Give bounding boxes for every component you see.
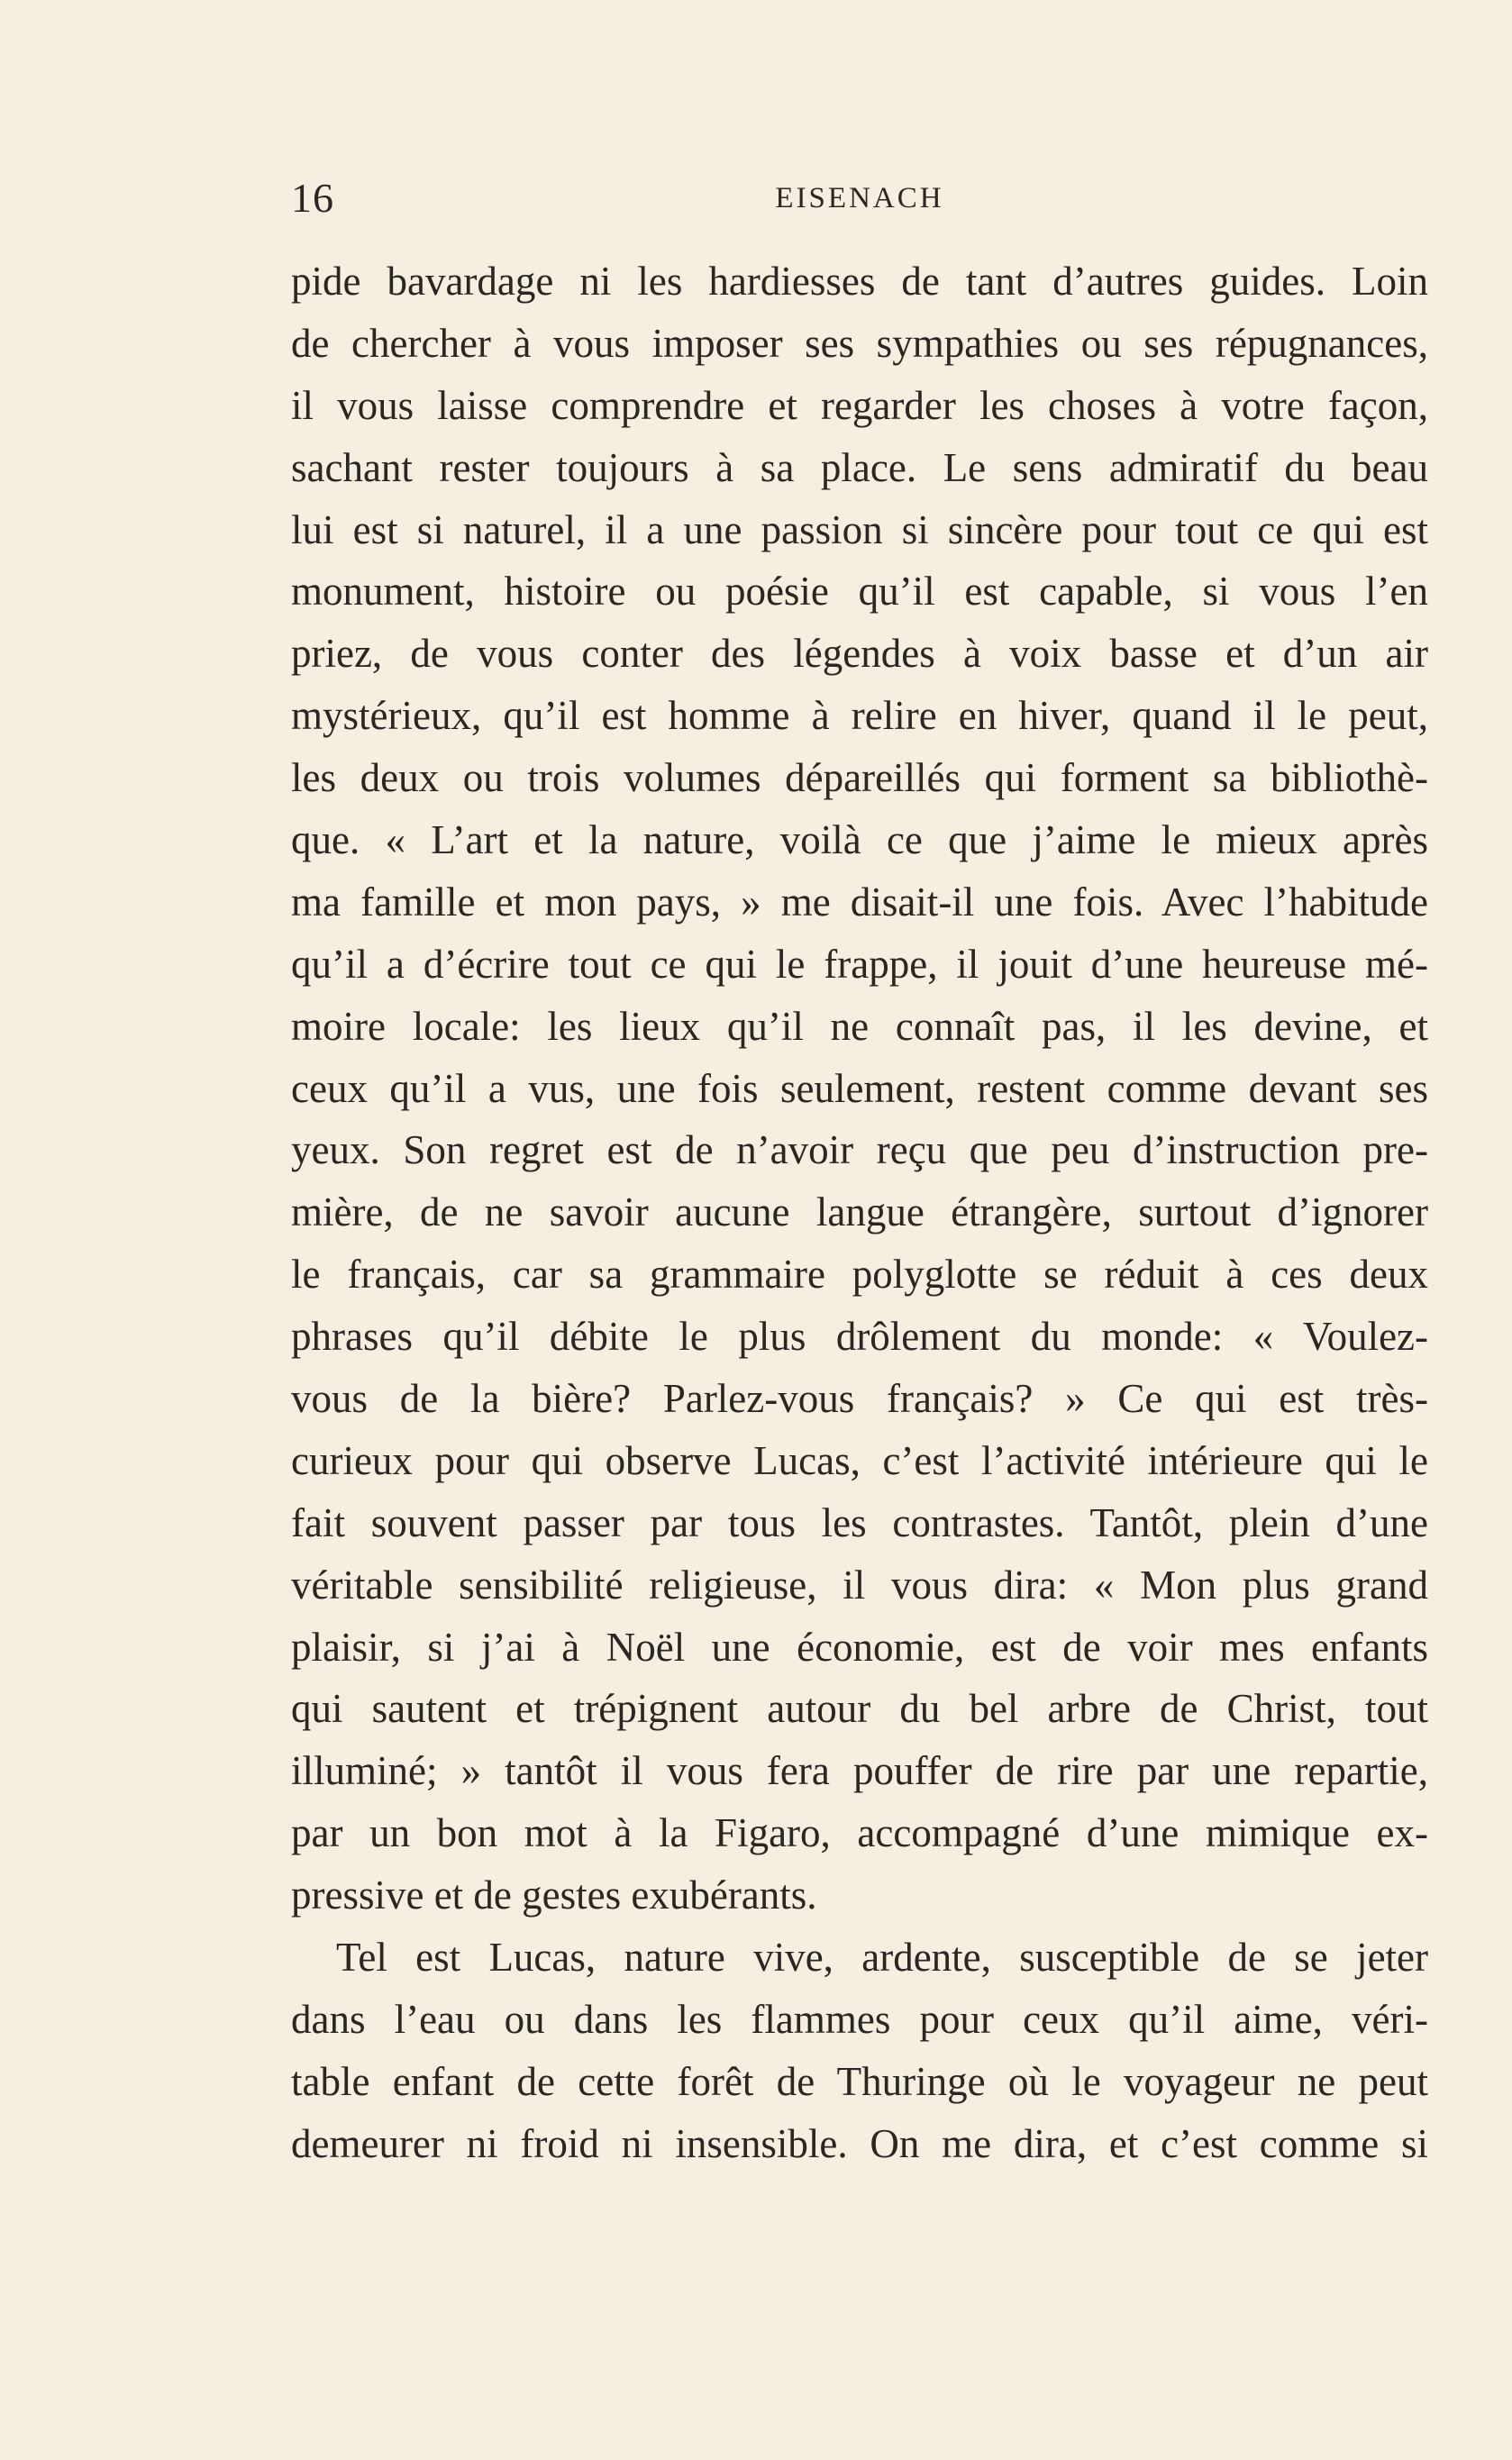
text-line: moire locale: les lieux qu’il ne connaît pas, il les devine, et — [291, 1003, 1428, 1049]
text-line: pide bavardage ni les hardiesses de tant d’autres guides. Loin — [291, 259, 1428, 304]
text-line: sachant rester toujours à sa place. Le sens admiratif du beau — [291, 444, 1428, 490]
text-line: monument, histoire ou poésie qu’il est capable, si vous l’en — [291, 569, 1428, 615]
running-head — [291, 171, 1428, 225]
text-line: table enfant de cette forêt de Thuringe où le voyageur ne peut — [291, 2058, 1428, 2104]
text-line: les deux ou trois volumes dépareillés qui forment sa bibliothè- — [291, 755, 1428, 801]
text-line: lui est si naturel, il a une passion si sincère pour tout ce qui est — [291, 506, 1428, 552]
body-text — [291, 251, 1428, 2175]
text-line: mystérieux, qu’il est homme à relire en hiver, quand il le peut, — [291, 693, 1428, 739]
text-line: fait souvent passer par tous les contrastes. Tantôt, plein d’une — [291, 1499, 1428, 1545]
text-line: demeurer ni froid ni insensible. On me dira, et c’est comme si — [291, 2120, 1428, 2166]
text-line: que. « L’art et la nature, voilà ce que j’aime le mieux après — [291, 817, 1428, 863]
text-line: phrases qu’il débite le plus drôlement du monde: « Voulez- — [291, 1314, 1428, 1360]
text-line: le français, car sa grammaire polyglotte se réduit à ces deux — [291, 1252, 1428, 1298]
page-number: 16 — [291, 175, 334, 221]
text-line: vous de la bière? Parlez-vous français? » Ce qui est très- — [291, 1376, 1428, 1422]
text-line: de chercher à vous imposer ses sympathies ou ses répugnances, — [291, 320, 1428, 366]
running-title: EISENACH — [775, 182, 944, 214]
text-line: priez, de vous conter des légendes à voix basse et d’un air — [291, 631, 1428, 677]
text-line: par un bon mot à la Figaro, accompagné d’une mimique ex- — [291, 1810, 1428, 1856]
text-line: véritable sensibilité religieuse, il vous dira: « Mon plus grand — [291, 1562, 1428, 1608]
text-line: yeux. Son regret est de n’avoir reçu que peu d’instruction pre- — [291, 1127, 1428, 1173]
paragraph-first-line: Tel est Lucas, nature vive, ardente, susceptible de se jeter — [336, 1935, 1428, 1981]
text-line: ma famille et mon pays, » me disait-il une fois. Avec l’habitude — [291, 879, 1428, 925]
text-line: plaisir, si j’ai à Noël une économie, est de voir mes enfants — [291, 1624, 1428, 1670]
text-line: ceux qu’il a vus, une fois seulement, restent comme devant ses — [291, 1065, 1428, 1111]
text-line: mière, de ne savoir aucune langue étrangère, surtout d’ignorer — [291, 1189, 1428, 1235]
text-line: illuminé; » tantôt il vous fera pouffer de rire par une repartie, — [291, 1748, 1428, 1794]
text-line: il vous laisse comprendre et regarder les choses à votre façon, — [291, 382, 1428, 428]
text-line: curieux pour qui observe Lucas, c’est l’activité intérieure qui le — [291, 1437, 1428, 1483]
text-line: qu’il a d’écrire tout ce qui le frappe, il jouit d’une heureuse mé- — [291, 941, 1428, 987]
text-line: qui sautent et trépignent autour du bel arbre de Christ, tout — [291, 1686, 1428, 1732]
paragraph-last-line: pressive et de gestes exubérants. — [291, 1872, 817, 1918]
text-line: dans l’eau ou dans les flammes pour ceux qu’il aime, véri- — [291, 1996, 1428, 2042]
